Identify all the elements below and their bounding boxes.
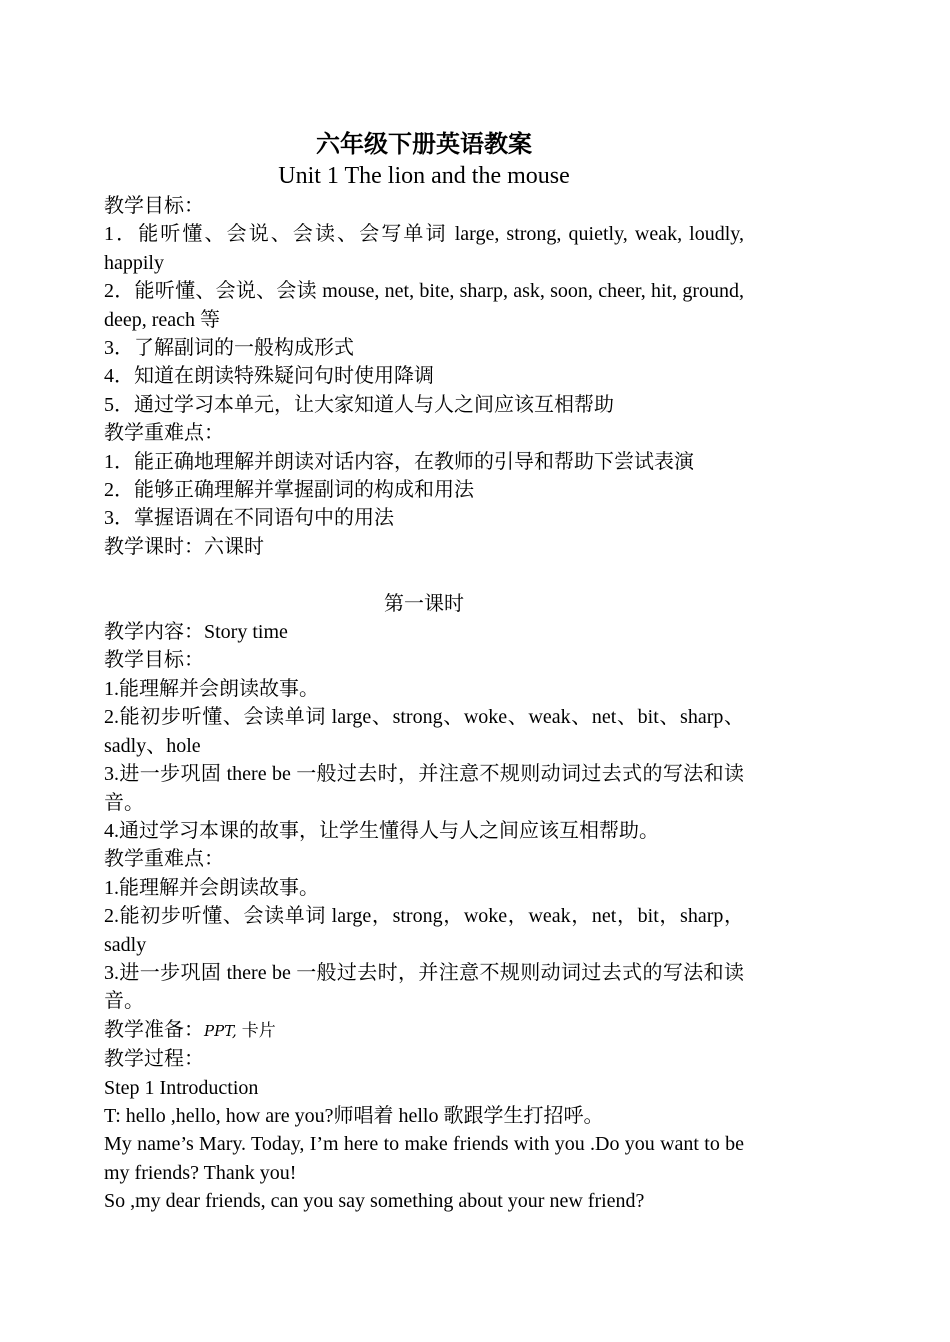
lesson-key-point-item: 2.能初步听懂、会读单词 large，strong，woke，weak，net，bit，sharp，sadly bbox=[104, 905, 744, 956]
key-points-label: 教学重难点： bbox=[104, 422, 224, 445]
key-point-item: 2．能够正确理解并掌握副词的构成和用法 bbox=[104, 479, 474, 502]
goals-label: 教学目标： bbox=[104, 195, 204, 217]
class-hours: 教学课时：六课时 bbox=[104, 535, 264, 558]
dialogue-line: T: hello ,hello, how are you?师唱着 hello 歌跟学生打招呼。 bbox=[104, 1104, 604, 1127]
document-page bbox=[104, 128, 744, 1216]
key-point-item: 1．能正确地理解并朗读对话内容，在教师的引导和帮助下尝试表演 bbox=[104, 450, 694, 473]
lesson-goal-item: 1.能理解并会朗读故事。 bbox=[104, 677, 319, 700]
lesson-goal-item: 2.能初步听懂、会读单词 large、strong、woke、weak、net、bit、sharp、sadly、hole bbox=[104, 706, 744, 757]
goal-item: 2．能听懂、会说、会读 mouse, net, bite, sharp, ask, soon, cheer, hit, ground, deep, reach 等 bbox=[104, 280, 744, 331]
preparation-cards: 卡片 bbox=[241, 1020, 276, 1040]
step-heading: Step 1 Introduction bbox=[104, 1076, 259, 1099]
key-point-item: 3．掌握语调在不同语句中的用法 bbox=[104, 507, 394, 530]
lesson-key-point-item: 3.进一步巩固 there be 一般过去时，并注意不规则动词过去式的写法和读音。 bbox=[104, 961, 744, 1013]
lesson-heading: 第一课时 bbox=[384, 592, 464, 615]
preparation-label: 教学准备： bbox=[104, 1018, 204, 1041]
dialogue-line: So ,my dear friends, can you say something about your new friend? bbox=[104, 1190, 645, 1213]
goal-item: 3．了解副词的一般构成形式 bbox=[104, 337, 354, 360]
lesson-content: 教学内容：Story time bbox=[104, 621, 288, 644]
preparation bbox=[104, 1016, 744, 1045]
process-label: 教学过程： bbox=[104, 1048, 204, 1071]
dialogue-line: My name’s Mary. Today, I’m here to make friends with you .Do you want to be my friends? Thank you! bbox=[104, 1133, 744, 1184]
lesson-goal-item: 4.通过学习本课的故事，让学生懂得人与人之间应该互相帮助。 bbox=[104, 819, 659, 842]
goal-item: 1．能听懂、会说、会读、会写单词 large, strong, quietly, weak, loudly, happily bbox=[104, 223, 744, 274]
lesson-goal-item: 3.进一步巩固 there be 一般过去时，并注意不规则动词过去式的写法和读音。 bbox=[104, 763, 744, 814]
unit-subtitle: Unit 1 The lion and the mouse bbox=[278, 163, 570, 189]
preparation-ppt: PPT, bbox=[204, 1021, 237, 1040]
lesson-key-point-item: 1.能理解并会朗读故事。 bbox=[104, 876, 319, 899]
lesson-key-points-label: 教学重难点： bbox=[104, 848, 224, 871]
goal-item: 4．知道在朗读特殊疑问句时使用降调 bbox=[104, 365, 434, 388]
lesson-goals-label: 教学目标： bbox=[104, 649, 204, 672]
page-title: 六年级下册英语教案 bbox=[316, 132, 532, 158]
goal-item: 5．通过学习本单元，让大家知道人与人之间应该互相帮助 bbox=[104, 393, 614, 416]
spacer bbox=[104, 561, 744, 589]
